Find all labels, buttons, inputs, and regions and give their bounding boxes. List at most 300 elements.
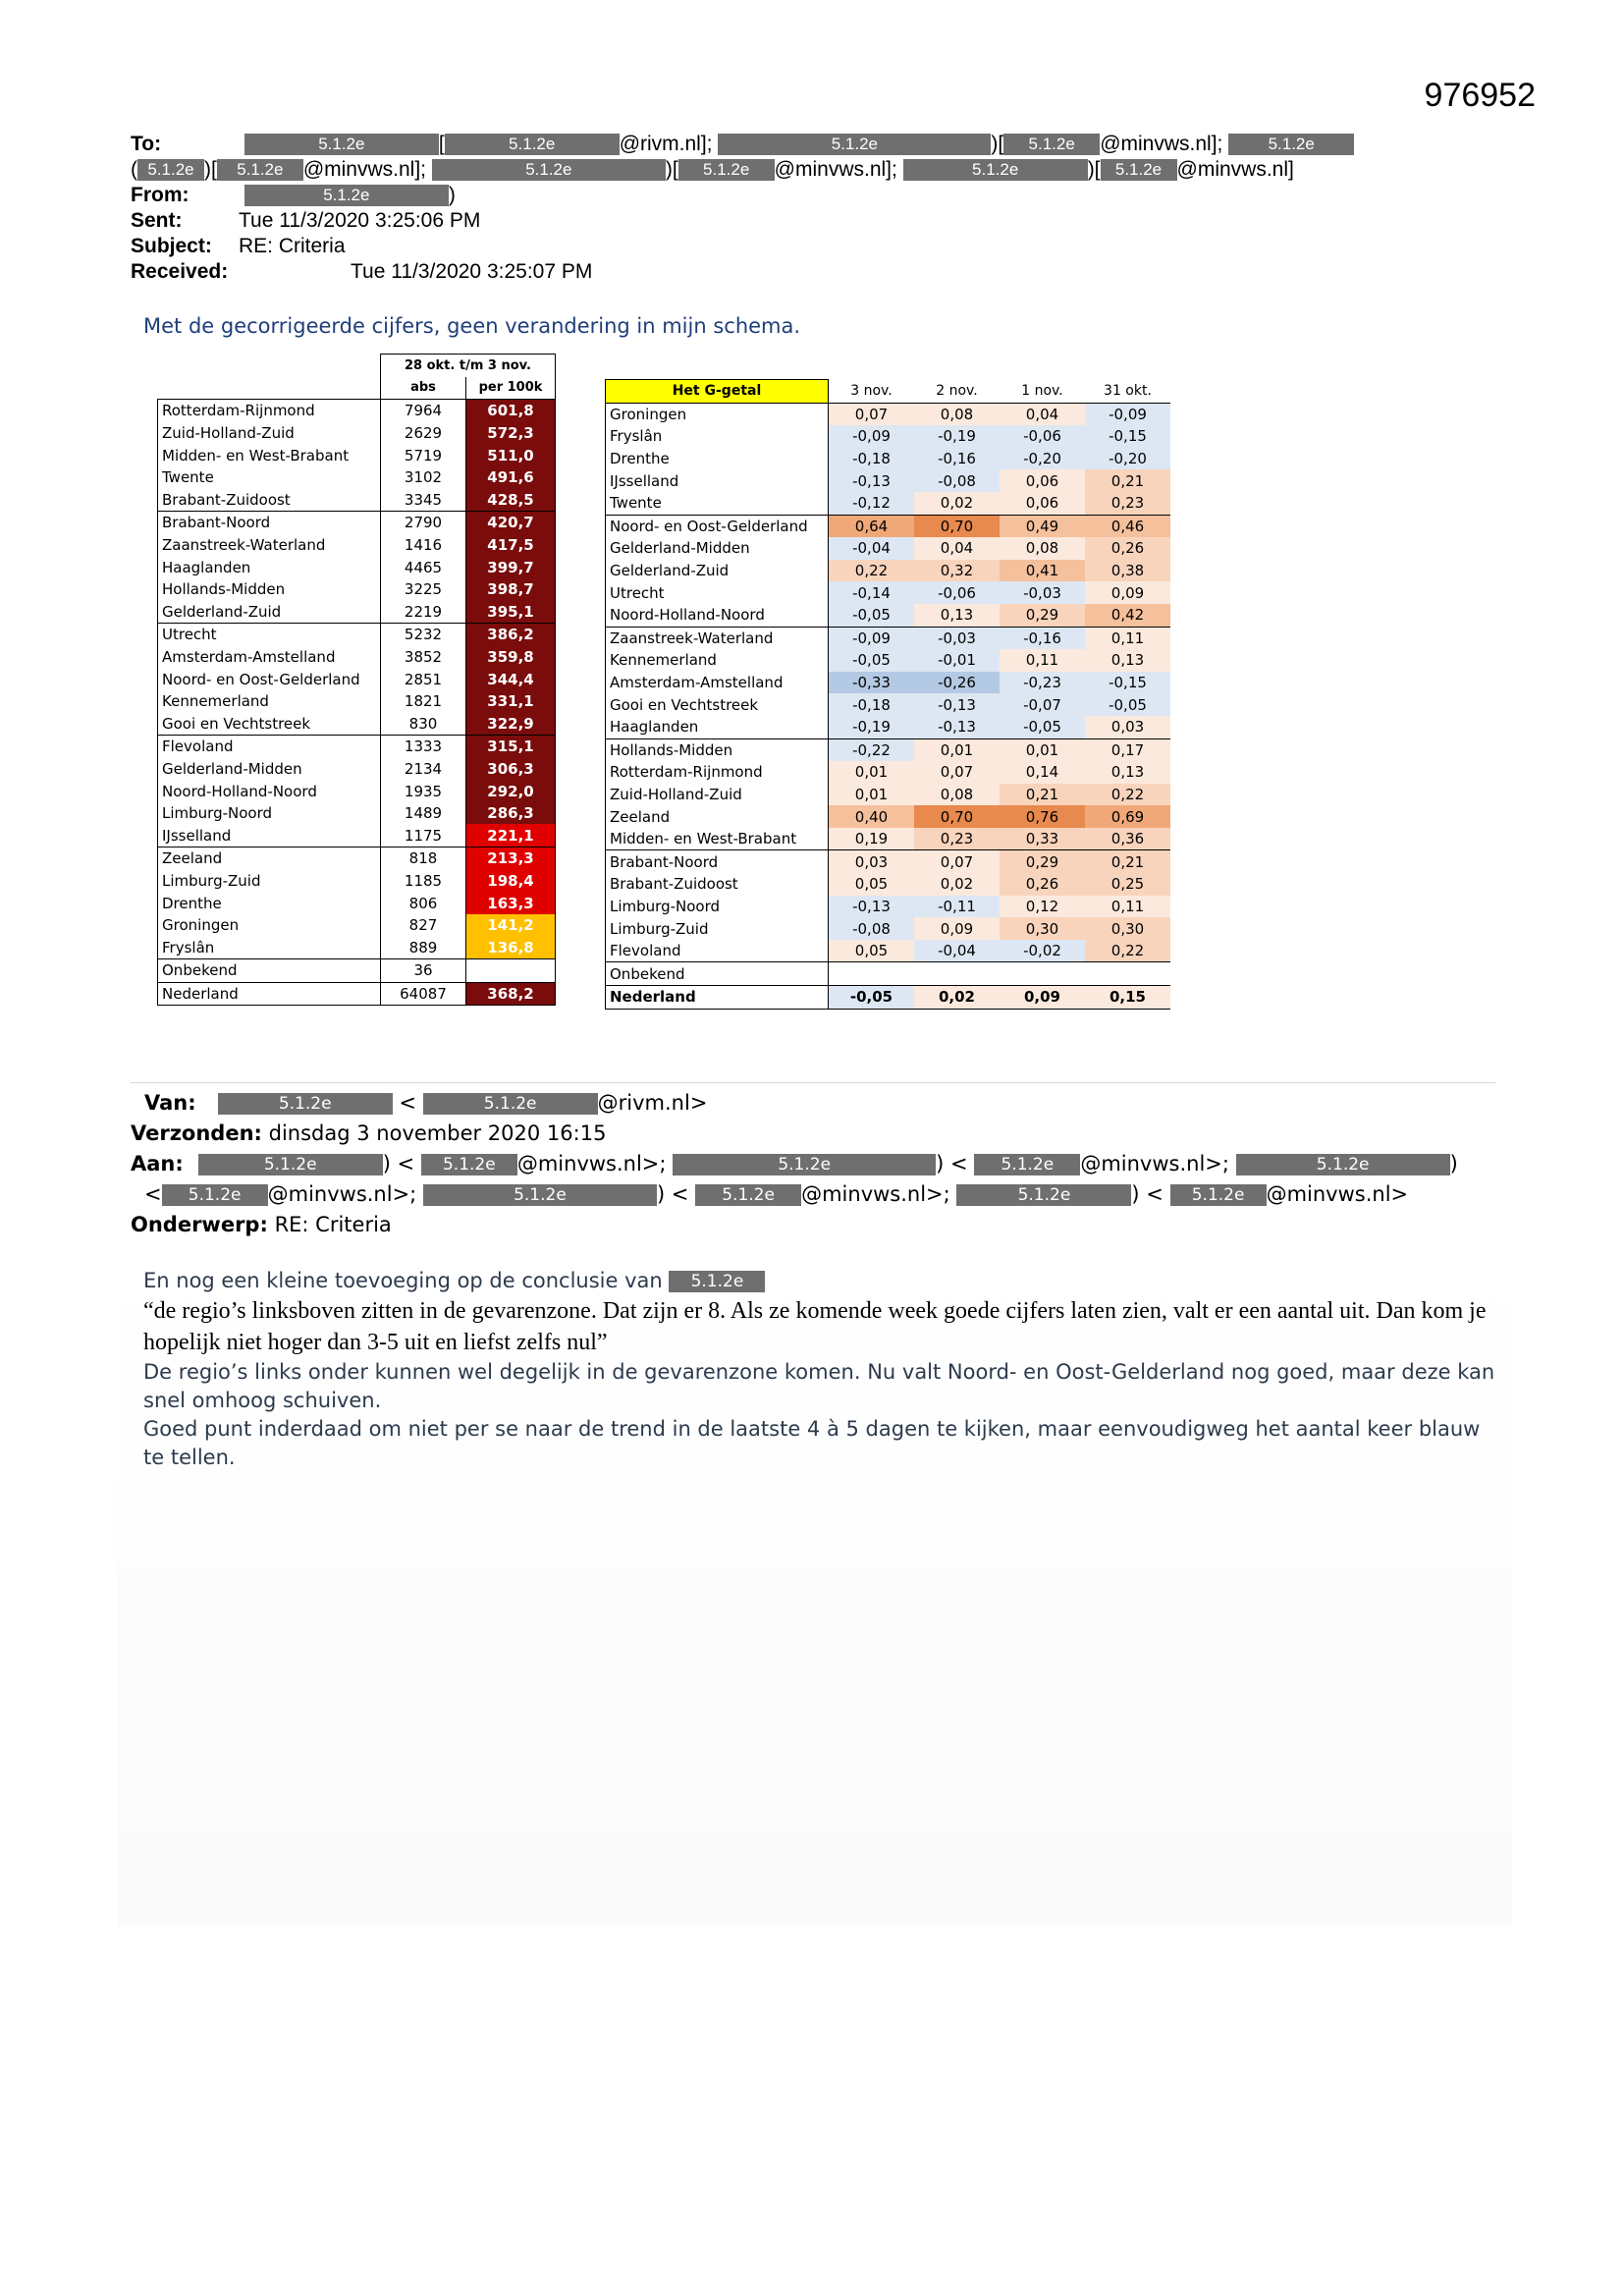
g-getal-table bbox=[605, 379, 1170, 1010]
g-value: 0,05 bbox=[829, 873, 915, 896]
per100k-value: 286,3 bbox=[466, 802, 556, 825]
abs-value: 2629 bbox=[381, 422, 466, 445]
to-text: @minvws.nl]; bbox=[302, 158, 426, 181]
table-row bbox=[606, 425, 1171, 448]
region-name: Zeeland bbox=[158, 847, 381, 870]
per100k-value: 386,2 bbox=[466, 624, 556, 646]
g-value: -0,18 bbox=[829, 448, 915, 470]
table-row bbox=[606, 828, 1171, 850]
region-name: Brabant-Noord bbox=[158, 512, 381, 534]
table-row bbox=[606, 627, 1171, 649]
table-row bbox=[158, 713, 556, 736]
g-value: -0,04 bbox=[914, 940, 1000, 962]
to-text: )[ bbox=[1087, 158, 1101, 181]
g-value: 0,06 bbox=[1000, 492, 1085, 515]
aan-text: @minvws.nl>; bbox=[1080, 1152, 1229, 1175]
verzonden-label: Verzonden: bbox=[131, 1121, 262, 1145]
region-name: Zaanstreek-Waterland bbox=[158, 534, 381, 557]
redaction: 5.1.2e bbox=[421, 1154, 517, 1175]
from-text: ) bbox=[448, 184, 456, 206]
aan-text: < bbox=[144, 1182, 162, 1206]
to-text: @minvws.nl] bbox=[1176, 158, 1294, 181]
table-row bbox=[606, 896, 1171, 918]
table-row bbox=[158, 556, 556, 578]
email-header bbox=[131, 132, 1525, 285]
g-value: -0,13 bbox=[914, 716, 1000, 738]
to-line bbox=[131, 132, 1525, 157]
g-value: 0,01 bbox=[829, 784, 915, 806]
g-value: 0,64 bbox=[829, 515, 915, 537]
from-line bbox=[131, 183, 1525, 208]
per100k-value: 368,2 bbox=[466, 982, 556, 1006]
abs-value: 1416 bbox=[381, 534, 466, 557]
g-value: 0,33 bbox=[1000, 828, 1085, 850]
region-name: Rotterdam-Rijnmond bbox=[606, 761, 829, 784]
g-value: -0,08 bbox=[829, 917, 915, 940]
table-row bbox=[606, 986, 1171, 1010]
g-value: -0,20 bbox=[1000, 448, 1085, 470]
aan-text: ) < bbox=[656, 1182, 689, 1206]
verzonden-value: dinsdag 3 november 2020 16:15 bbox=[268, 1121, 607, 1145]
per100k-value: 292,0 bbox=[466, 780, 556, 802]
body-paragraph-2: Goed punt inderdaad om niet per se naar de trend in de laatste 4 à 5 dagen te kijken, maar eenvoudigweg het aantal keer blauw te tellen. bbox=[143, 1417, 1481, 1469]
aan-label: Aan: bbox=[131, 1152, 184, 1175]
to-text: [ bbox=[438, 133, 445, 155]
subject-label: Subject: bbox=[131, 235, 212, 257]
quote-text: “de regio’s linksboven zitten in de gevarenzone. Dat zijn er 8. Als ze komende week goede cijfers laten zien, valt er een aantal uit. Dan kom je hopelijk niet hoger dan 3-5 uit en liefst zelfs nul” bbox=[143, 1298, 1487, 1355]
email2-body bbox=[143, 1267, 1498, 1472]
abs-value: 3225 bbox=[381, 578, 466, 601]
abs-value: 2851 bbox=[381, 668, 466, 690]
table-row bbox=[606, 403, 1171, 425]
g-value: 0,09 bbox=[914, 917, 1000, 940]
redaction: 5.1.2e bbox=[669, 1271, 765, 1292]
redaction: 5.1.2e bbox=[974, 1154, 1080, 1175]
redaction: 5.1.2e bbox=[678, 159, 775, 181]
redaction: 5.1.2e bbox=[1101, 159, 1177, 181]
aan-text: ) < bbox=[1131, 1182, 1164, 1206]
per100k-header: per 100k bbox=[466, 377, 556, 400]
g-value: 0,02 bbox=[914, 873, 1000, 896]
per100k-value: 420,7 bbox=[466, 512, 556, 534]
g-value: 0,12 bbox=[1000, 896, 1085, 918]
region-name: Twente bbox=[606, 492, 829, 515]
sent-label: Sent: bbox=[131, 209, 183, 232]
g-value: 0,06 bbox=[1000, 469, 1085, 492]
table-row bbox=[158, 400, 556, 422]
table-row bbox=[606, 805, 1171, 828]
to-line-2 bbox=[131, 157, 1525, 183]
g-value: -0,11 bbox=[914, 896, 1000, 918]
to-text: ( bbox=[131, 158, 137, 181]
g-value: -0,13 bbox=[829, 469, 915, 492]
g-value: -0,05 bbox=[1000, 716, 1085, 738]
g-value: -0,05 bbox=[829, 604, 915, 627]
per100k-value: 322,9 bbox=[466, 713, 556, 736]
abs-value: 1185 bbox=[381, 870, 466, 893]
table-row bbox=[158, 512, 556, 534]
region-name: Flevoland bbox=[606, 940, 829, 962]
van-line: Van: 5.1.2e < 5.1.2e @rivm.nl> bbox=[131, 1088, 1458, 1119]
redaction: 5.1.2e bbox=[1236, 1154, 1450, 1175]
g-value: 0,08 bbox=[1000, 537, 1085, 560]
per100k-value: 306,3 bbox=[466, 758, 556, 781]
redaction: 5.1.2e bbox=[218, 1093, 393, 1115]
abs-value: 827 bbox=[381, 914, 466, 937]
g-value: 0,11 bbox=[1085, 896, 1170, 918]
per100k-value bbox=[466, 959, 556, 983]
per100k-value: 398,7 bbox=[466, 578, 556, 601]
region-name: Noord- en Oost-Gelderland bbox=[606, 515, 829, 537]
table-row bbox=[606, 940, 1171, 962]
region-name: Gooi en Vechtstreek bbox=[606, 693, 829, 716]
per100k-value: 428,5 bbox=[466, 489, 556, 512]
table-row bbox=[606, 448, 1171, 470]
abs-header: abs bbox=[381, 377, 466, 400]
g-value: 0,07 bbox=[914, 850, 1000, 873]
abs-value: 830 bbox=[381, 713, 466, 736]
table-row bbox=[606, 962, 1171, 986]
period-header: 28 okt. t/m 3 nov. bbox=[381, 355, 556, 377]
region-name: Nederland bbox=[606, 986, 829, 1010]
redaction: 5.1.2e bbox=[423, 1184, 657, 1206]
table-row bbox=[158, 892, 556, 914]
redaction: 5.1.2e bbox=[244, 185, 449, 206]
redaction: 5.1.2e bbox=[137, 159, 204, 181]
g-value: 0,13 bbox=[914, 604, 1000, 627]
aan-text: ) < bbox=[382, 1152, 415, 1175]
abs-value: 7964 bbox=[381, 400, 466, 422]
table-row bbox=[606, 537, 1171, 560]
abs-value: 3852 bbox=[381, 646, 466, 669]
per100k-value: 511,0 bbox=[466, 444, 556, 466]
region-name: Midden- en West-Brabant bbox=[158, 444, 381, 466]
g-value: -0,33 bbox=[829, 672, 915, 694]
table-row bbox=[606, 581, 1171, 604]
sent-line bbox=[131, 208, 1525, 234]
g-value: 0,21 bbox=[1085, 850, 1170, 873]
table-row bbox=[158, 668, 556, 690]
table-row bbox=[158, 578, 556, 601]
g-value: 0,30 bbox=[1085, 917, 1170, 940]
g-value: 0,25 bbox=[1085, 873, 1170, 896]
g-value: 0,03 bbox=[829, 850, 915, 873]
table-row bbox=[606, 784, 1171, 806]
region-name: Flevoland bbox=[158, 736, 381, 758]
abs-value: 1489 bbox=[381, 802, 466, 825]
abs-value: 2134 bbox=[381, 758, 466, 781]
g-value: 0,11 bbox=[1085, 627, 1170, 649]
per100k-value: 136,8 bbox=[466, 936, 556, 958]
table-row bbox=[158, 489, 556, 512]
g-value: 0,41 bbox=[1000, 560, 1085, 582]
g-value: -0,22 bbox=[829, 738, 915, 761]
abs-value: 3102 bbox=[381, 466, 466, 489]
g-value: 0,23 bbox=[1085, 492, 1170, 515]
table-row bbox=[158, 780, 556, 802]
g-value: -0,19 bbox=[829, 716, 915, 738]
g-value: 0,13 bbox=[1085, 761, 1170, 784]
van-text: @rivm.nl> bbox=[597, 1091, 708, 1115]
table-row bbox=[606, 560, 1171, 582]
abs-value: 806 bbox=[381, 892, 466, 914]
g-value: 0,04 bbox=[914, 537, 1000, 560]
g-value: 0,32 bbox=[914, 560, 1000, 582]
per100k-value: 601,8 bbox=[466, 400, 556, 422]
region-name: Drenthe bbox=[158, 892, 381, 914]
received-line bbox=[131, 259, 1525, 285]
g-value: -0,18 bbox=[829, 693, 915, 716]
g-value: -0,03 bbox=[1000, 581, 1085, 604]
g-value: 0,69 bbox=[1085, 805, 1170, 828]
date-header: 3 nov. bbox=[850, 383, 893, 400]
region-name: IJsselland bbox=[606, 469, 829, 492]
g-value: 0,08 bbox=[914, 784, 1000, 806]
body-paragraph-1: De regio’s links onder kunnen wel degelijk in de gevarenzone komen. Nu valt Noord- en Oost-Gelderland nog goed, maar deze kan snel omhoog schuiven. bbox=[143, 1360, 1495, 1412]
g-value: -0,14 bbox=[829, 581, 915, 604]
abs-value: 2790 bbox=[381, 512, 466, 534]
g-value: 0,38 bbox=[1085, 560, 1170, 582]
table-row bbox=[158, 534, 556, 557]
to-text: @rivm.nl]; bbox=[619, 133, 713, 155]
region-name: Utrecht bbox=[606, 581, 829, 604]
g-value: 0,17 bbox=[1085, 738, 1170, 761]
aan-text: @minvws.nl> bbox=[1266, 1182, 1409, 1206]
body-text: En nog een kleine toevoeging op de conclusie van bbox=[143, 1269, 663, 1292]
region-name: Kennemerland bbox=[158, 690, 381, 713]
abs-value: 64087 bbox=[381, 982, 466, 1006]
redaction: 5.1.2e bbox=[903, 159, 1088, 181]
abs-value: 5232 bbox=[381, 624, 466, 646]
region-name: Hollands-Midden bbox=[606, 738, 829, 761]
g-value: 0,21 bbox=[1085, 469, 1170, 492]
g-value: 0,40 bbox=[829, 805, 915, 828]
onderwerp-label: Onderwerp: bbox=[131, 1213, 268, 1236]
redaction: 5.1.2e bbox=[1228, 134, 1354, 155]
g-value: 0,09 bbox=[1085, 581, 1170, 604]
g-value bbox=[1000, 962, 1085, 986]
to-text: )[ bbox=[991, 133, 1004, 155]
g-value: 0,49 bbox=[1000, 515, 1085, 537]
region-name: Limburg-Zuid bbox=[158, 870, 381, 893]
g-value: -0,01 bbox=[914, 649, 1000, 672]
body-line bbox=[143, 1267, 1498, 1295]
aan-text: @minvws.nl>; bbox=[516, 1152, 667, 1175]
date-header: 31 okt. bbox=[1104, 383, 1152, 400]
table-row bbox=[606, 917, 1171, 940]
redaction: 5.1.2e bbox=[718, 134, 991, 155]
region-name: Fryslân bbox=[158, 936, 381, 958]
g-value: 0,21 bbox=[1000, 784, 1085, 806]
g-value: 0,04 bbox=[1000, 403, 1085, 425]
redaction: 5.1.2e bbox=[1170, 1184, 1267, 1206]
table-row bbox=[158, 982, 556, 1006]
table-row bbox=[606, 649, 1171, 672]
region-name: Gelderland-Midden bbox=[158, 758, 381, 781]
region-name: Gooi en Vechtstreek bbox=[158, 713, 381, 736]
redaction: 5.1.2e bbox=[445, 134, 620, 155]
region-name: Noord- en Oost-Gelderland bbox=[158, 668, 381, 690]
g-value: -0,02 bbox=[1000, 940, 1085, 962]
g-value: 0,07 bbox=[829, 403, 915, 425]
g-value bbox=[914, 962, 1000, 986]
g-value: -0,06 bbox=[1000, 425, 1085, 448]
region-name: Drenthe bbox=[606, 448, 829, 470]
region-name: Brabant-Noord bbox=[606, 850, 829, 873]
region-name: Onbekend bbox=[606, 962, 829, 986]
g-value: 0,03 bbox=[1085, 716, 1170, 738]
table-row bbox=[158, 959, 556, 983]
table-row bbox=[158, 870, 556, 893]
abs-value: 4465 bbox=[381, 556, 466, 578]
g-value: -0,13 bbox=[914, 693, 1000, 716]
redaction: 5.1.2e bbox=[1003, 134, 1100, 155]
g-value: -0,23 bbox=[1000, 672, 1085, 694]
g-value: 0,01 bbox=[914, 738, 1000, 761]
from-label: From: bbox=[131, 184, 189, 206]
g-value: -0,16 bbox=[1000, 627, 1085, 649]
g-value: 0,42 bbox=[1085, 604, 1170, 627]
table-row bbox=[158, 758, 556, 781]
region-name: Kennemerland bbox=[606, 649, 829, 672]
verzonden-line bbox=[131, 1119, 1458, 1149]
abs-value: 1333 bbox=[381, 736, 466, 758]
per100k-value: 359,8 bbox=[466, 646, 556, 669]
g-value: 0,15 bbox=[1085, 986, 1170, 1010]
region-name: Limburg-Noord bbox=[158, 802, 381, 825]
region-name: Haaglanden bbox=[606, 716, 829, 738]
per100k-value: 221,1 bbox=[466, 824, 556, 847]
g-value: -0,03 bbox=[914, 627, 1000, 649]
per100k-value: 491,6 bbox=[466, 466, 556, 489]
region-name: Groningen bbox=[606, 403, 829, 425]
g-value: 0,02 bbox=[914, 986, 1000, 1010]
region-name: Onbekend bbox=[158, 959, 381, 983]
to-text: )[ bbox=[204, 158, 217, 181]
g-value: 0,14 bbox=[1000, 761, 1085, 784]
g-value: -0,13 bbox=[829, 896, 915, 918]
g-value: -0,05 bbox=[829, 649, 915, 672]
region-name: Hollands-Midden bbox=[158, 578, 381, 601]
g-value: -0,07 bbox=[1000, 693, 1085, 716]
table-row bbox=[606, 738, 1171, 761]
table-row bbox=[158, 824, 556, 847]
g-value: 0,22 bbox=[1085, 784, 1170, 806]
table-row bbox=[158, 646, 556, 669]
abs-value: 1821 bbox=[381, 690, 466, 713]
abs-value: 818 bbox=[381, 847, 466, 870]
region-name: Twente bbox=[158, 466, 381, 489]
g-value: 0,70 bbox=[914, 805, 1000, 828]
region-name: Noord-Holland-Noord bbox=[606, 604, 829, 627]
abs-value: 889 bbox=[381, 936, 466, 958]
intro-text: Met de gecorrigeerde cijfers, geen verandering in mijn schema. bbox=[143, 314, 801, 338]
g-value: 0,07 bbox=[914, 761, 1000, 784]
table-row bbox=[158, 422, 556, 445]
region-name: Limburg-Noord bbox=[606, 896, 829, 918]
g-value: 0,30 bbox=[1000, 917, 1085, 940]
abs-value: 5719 bbox=[381, 444, 466, 466]
g-value: 0,08 bbox=[914, 403, 1000, 425]
received-label: Received: bbox=[131, 260, 229, 283]
g-value: -0,09 bbox=[829, 627, 915, 649]
table-row bbox=[606, 693, 1171, 716]
received-value: Tue 11/3/2020 3:25:07 PM bbox=[351, 260, 593, 283]
g-value: 0,13 bbox=[1085, 649, 1170, 672]
region-name: Brabant-Zuidoost bbox=[606, 873, 829, 896]
redaction: 5.1.2e bbox=[432, 159, 666, 181]
g-value: 0,36 bbox=[1085, 828, 1170, 850]
table-row bbox=[158, 466, 556, 489]
document-id: 976952 bbox=[1424, 77, 1536, 114]
region-name: Gelderland-Zuid bbox=[158, 601, 381, 624]
table-row bbox=[158, 690, 556, 713]
table-row bbox=[158, 847, 556, 870]
date-header: 1 nov. bbox=[1021, 383, 1063, 400]
onderwerp-line bbox=[131, 1210, 1458, 1240]
redaction: 5.1.2e bbox=[673, 1154, 936, 1175]
g-value: 0,22 bbox=[829, 560, 915, 582]
g-value: -0,16 bbox=[914, 448, 1000, 470]
table-row bbox=[606, 515, 1171, 537]
region-name: Brabant-Zuidoost bbox=[158, 489, 381, 512]
g-value: 0,01 bbox=[829, 761, 915, 784]
g-value: 0,70 bbox=[914, 515, 1000, 537]
per100k-value: 198,4 bbox=[466, 870, 556, 893]
table-row bbox=[158, 624, 556, 646]
g-value: -0,09 bbox=[1085, 403, 1170, 425]
region-name: Groningen bbox=[158, 914, 381, 937]
per100k-value: 315,1 bbox=[466, 736, 556, 758]
region-name: Amsterdam-Amstelland bbox=[606, 672, 829, 694]
abs-value: 3345 bbox=[381, 489, 466, 512]
table-row bbox=[158, 736, 556, 758]
aan-line-2 bbox=[131, 1179, 1458, 1210]
g-value: -0,26 bbox=[914, 672, 1000, 694]
to-text: @minvws.nl]; bbox=[774, 158, 897, 181]
g-value: -0,05 bbox=[829, 986, 915, 1010]
table-row bbox=[606, 850, 1171, 873]
region-name: Utrecht bbox=[158, 624, 381, 646]
per100k-value: 344,4 bbox=[466, 668, 556, 690]
table-row bbox=[606, 604, 1171, 627]
region-name: Zuid-Holland-Zuid bbox=[606, 784, 829, 806]
g-value: -0,06 bbox=[914, 581, 1000, 604]
g-value bbox=[1085, 962, 1170, 986]
aan-text: @minvws.nl>; bbox=[801, 1182, 950, 1206]
to-text: @minvws.nl]; bbox=[1100, 133, 1223, 155]
g-getal-title: Het G-getal bbox=[606, 380, 829, 404]
redaction: 5.1.2e bbox=[956, 1184, 1131, 1206]
g-value: 0,76 bbox=[1000, 805, 1085, 828]
date-header: 2 nov. bbox=[936, 383, 978, 400]
van-label: Van: bbox=[144, 1091, 196, 1115]
g-value: 0,19 bbox=[829, 828, 915, 850]
g-value: 0,09 bbox=[1000, 986, 1085, 1010]
g-value: 0,29 bbox=[1000, 604, 1085, 627]
g-value bbox=[829, 962, 915, 986]
region-name: Noord-Holland-Noord bbox=[158, 780, 381, 802]
sent-value: Tue 11/3/2020 3:25:06 PM bbox=[239, 209, 481, 232]
email2-header bbox=[131, 1088, 1458, 1240]
aan-line bbox=[131, 1149, 1458, 1179]
region-name: Zeeland bbox=[606, 805, 829, 828]
g-value: 0,01 bbox=[1000, 738, 1085, 761]
per100k-value: 399,7 bbox=[466, 556, 556, 578]
per100k-value: 163,3 bbox=[466, 892, 556, 914]
region-name: Zaanstreek-Waterland bbox=[606, 627, 829, 649]
g-value: -0,05 bbox=[1085, 693, 1170, 716]
